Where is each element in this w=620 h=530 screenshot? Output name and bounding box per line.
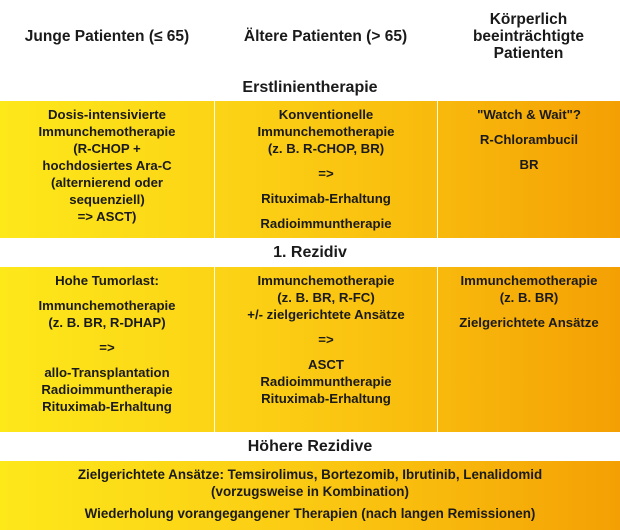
cell-line: Immunchemotherapie [257, 124, 395, 139]
cell-line: Radioimmuntherapie [41, 382, 173, 397]
column-header-elderly [214, 0, 437, 72]
cell-line: allo-Transplantation [44, 365, 170, 380]
section-band-later-relapses [0, 461, 620, 530]
cell-line: Konventionelle [278, 107, 374, 122]
cell-line: "Watch & Wait"? [477, 107, 581, 122]
cell-line: Immunchemotherapie [257, 273, 395, 288]
section-band-first-line [0, 101, 620, 238]
cell-line: (z. B. BR, R-FC) [277, 290, 375, 305]
cell-line: => [318, 166, 334, 181]
cell-line: Zielgerichtete Ansätze [459, 315, 599, 330]
cell-line: Dosis-intensivierte [48, 107, 166, 122]
column-header-impaired-line: beeinträchtigte [472, 27, 585, 45]
section-title-first-relapse: 1. Rezidiv [273, 244, 347, 261]
cell-line: BR [519, 157, 539, 172]
section-band-first-relapse [0, 267, 620, 432]
column-header-young [0, 0, 214, 72]
cell-line: (z. B. BR) [499, 290, 559, 305]
column-header-impaired-line: Patienten [493, 44, 564, 62]
cell-line: Radioimmuntherapie [260, 216, 392, 231]
cell-line: Immunchemotherapie [38, 124, 176, 139]
cell-first-line-young [0, 101, 214, 238]
section-title-first-line: Erstlinientherapie [242, 79, 378, 96]
cell-line: ASCT [308, 357, 344, 372]
cell-line: Radioimmuntherapie [260, 374, 392, 389]
cell-line: Wiederholung vorangegangener Therapien (nach langen Remissionen) [84, 506, 536, 521]
cell-line: (R-CHOP + [73, 141, 141, 156]
cell-line: Rituximab-Erhaltung [261, 191, 391, 206]
column-header-impaired [437, 0, 620, 72]
cell-first-line-elderly [214, 101, 437, 238]
cell-first-relapse-young [0, 267, 214, 432]
cell-line: R-Chlorambucil [479, 132, 579, 147]
cell-first-line-impaired [437, 101, 620, 238]
cell-line: Immunchemotherapie [38, 298, 176, 313]
cell-line: (vorzugsweise in Kombination) [211, 484, 409, 499]
cell-line: hochdosiertes Ara-C [42, 158, 172, 173]
cell-later-relapses [0, 461, 620, 522]
cell-line: Zielgerichtete Ansätze: Temsirolimus, Bortezomib, Ibrutinib, Lenalidomid [77, 467, 543, 482]
column-header-elderly-label: Ältere Patienten (> 65) [243, 27, 408, 45]
cell-first-relapse-impaired [437, 267, 620, 432]
cell-line: => [99, 340, 115, 355]
cell-line: (z. B. BR, R-DHAP) [48, 315, 166, 330]
cell-line: Rituximab-Erhaltung [42, 399, 172, 414]
cell-line: (z. B. R-CHOP, BR) [267, 141, 385, 156]
cell-line: Hohe Tumorlast: [55, 273, 159, 288]
cell-line: => [318, 332, 334, 347]
cell-line: +/- zielgerichtete Ansätze [247, 307, 405, 322]
cell-line: => ASCT) [77, 209, 137, 224]
cell-line: Rituximab-Erhaltung [261, 391, 391, 406]
cell-line: (alternierend oder [50, 175, 164, 190]
cell-line: sequenziell) [69, 192, 145, 207]
column-header-impaired-line: Körperlich [489, 10, 568, 28]
cell-line: Immunchemotherapie [460, 273, 598, 288]
section-title-later-relapses: Höhere Rezidive [247, 438, 373, 455]
column-header-young-label: Junge Patienten (≤ 65) [24, 27, 190, 45]
cell-first-relapse-elderly [214, 267, 437, 432]
